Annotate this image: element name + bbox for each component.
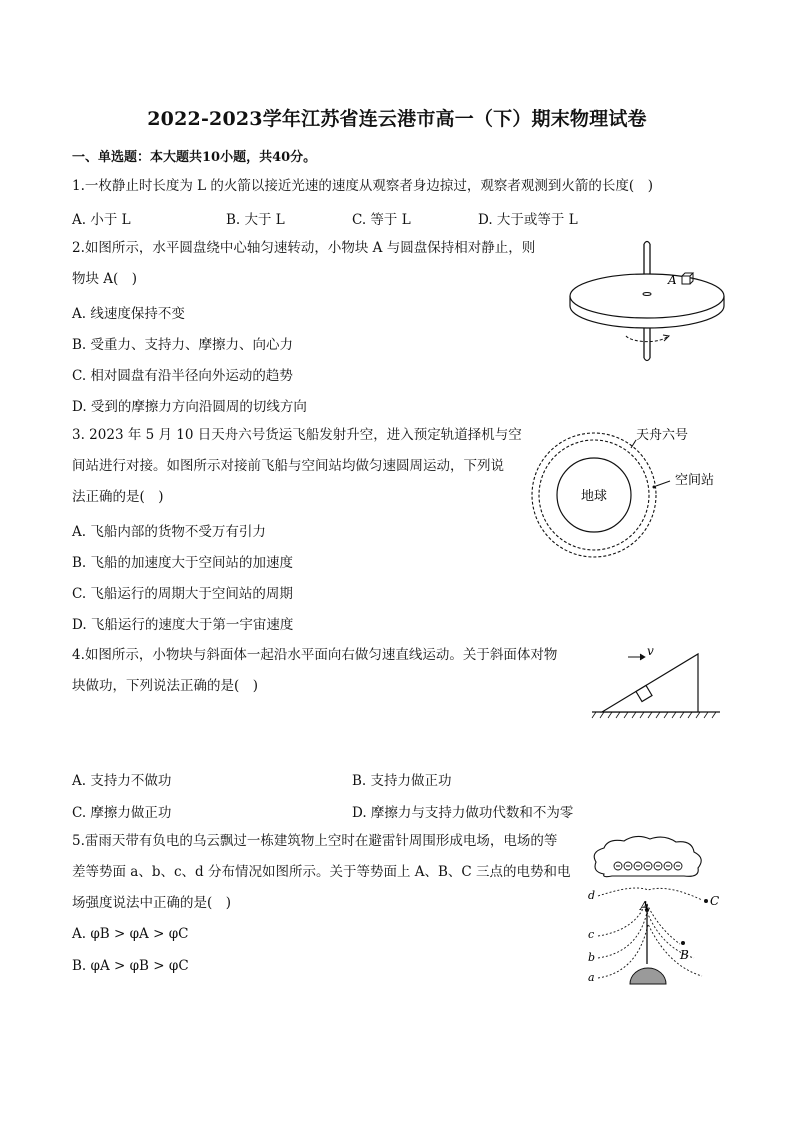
q2-option-b: B. 受重力、支持力、摩擦力、向心力 [72,337,294,353]
q5-option-a: A. φB > φA > φC [72,926,189,942]
label-b: b [588,951,596,964]
q3-option-c: C. 飞船运行的周期大于空间站的周期 [72,586,293,602]
cloud [594,836,701,876]
q1-stem: 1.一枚静止时长度为 L 的火箭以接近光速的速度从观察者身边掠过，观察者观测到火箭的长度( ) [72,178,653,194]
q4-stem-line-2: 块做功，下列说法正确的是( ) [72,678,259,694]
building-dome [630,964,666,984]
q5-stem-line-2: 差等势面 a、b、c、d 分布情况如图所示。关于等势面上 A、B、C 三点的电势和电 [72,864,571,880]
station-label: 空间站 [675,473,715,488]
q2-option-d: D. 受到的摩擦力方向沿圆周的切线方向 [72,399,307,415]
label-d: d [588,889,596,902]
earth-label: 地球 [580,489,608,504]
label-point-c: C [710,894,720,908]
label-a: a [588,971,595,984]
velocity-label: v [647,644,654,658]
q4-option-a: A. 支持力不做功 [72,773,172,789]
page-title: 2022-2023学年江苏省连云港市高一（下）期末物理试卷 [147,108,647,130]
label-point-b: B [680,948,689,962]
point-c [704,899,708,903]
q3-stem-line-2: 间站进行对接。如图所示对接前飞船与空间站均做匀速圆周运动，下列说 [72,458,504,474]
q5-lightning-rod-figure [584,832,734,988]
q1-option-b: B. 大于 L [226,212,285,228]
q2-turntable-figure [560,236,730,366]
point-b [681,941,685,945]
ship-label: 天舟六号 [636,428,689,443]
q4-incline-figure [588,640,728,720]
q2-stem-line-1: 2.如图所示，水平圆盘绕中心轴匀速转动，小物块 A 与圆盘保持相对静止，则 [72,240,536,256]
q4-option-b: B. 支持力做正功 [352,773,452,789]
label-c: c [588,928,595,941]
q2-stem-line-2: 物块 A( ) [72,271,138,287]
q3-option-d: D. 飞船运行的速度大于第一宇宙速度 [72,617,294,633]
equipotential-surfaces [598,888,702,978]
label-point-a: A [640,899,649,913]
q4-stem-line-1: 4.如图所示，小物块与斜面体一起沿水平面向右做匀速直线运动。关于斜面体对物 [72,647,558,663]
q1-option-a: A. 小于 L [72,212,131,228]
q5-stem-line-1: 5.雷雨天带有负电的乌云飘过一栋建筑物上空时在避雷针周围形成电场，电场的等 [72,833,558,849]
q1-option-c: C. 等于 L [352,212,411,228]
q3-option-b: B. 飞船的加速度大于空间站的加速度 [72,555,294,571]
station-dot [653,486,656,489]
incline [602,654,698,712]
q3-stem-line-3: 法正确的是( ) [72,489,164,505]
q5-option-b: B. φA > φB > φC [72,958,189,974]
q2-option-a: A. 线速度保持不变 [72,306,185,322]
q1-option-d: D. 大于或等于 L [478,212,578,228]
q3-option-a: A. 飞船内部的货物不受万有引力 [72,524,266,540]
q4-option-d: D. 摩擦力与支持力做功代数和不为零 [352,805,574,821]
q3-stem-line-1: 3. 2023 年 5 月 10 日天舟六号货运飞船发射升空，进入预定轨道择机与空 [72,427,522,443]
q2-option-c: C. 相对圆盘有沿半径向外运动的趋势 [72,368,293,384]
q5-stem-line-3: 场强度说法中正确的是( ) [72,895,232,911]
block-a-label: A [668,273,677,287]
q3-orbit-figure [528,420,738,580]
section-heading: 一、单选题：本大题共10小题，共40分。 [72,150,317,165]
q4-option-c: C. 摩擦力做正功 [72,805,172,821]
